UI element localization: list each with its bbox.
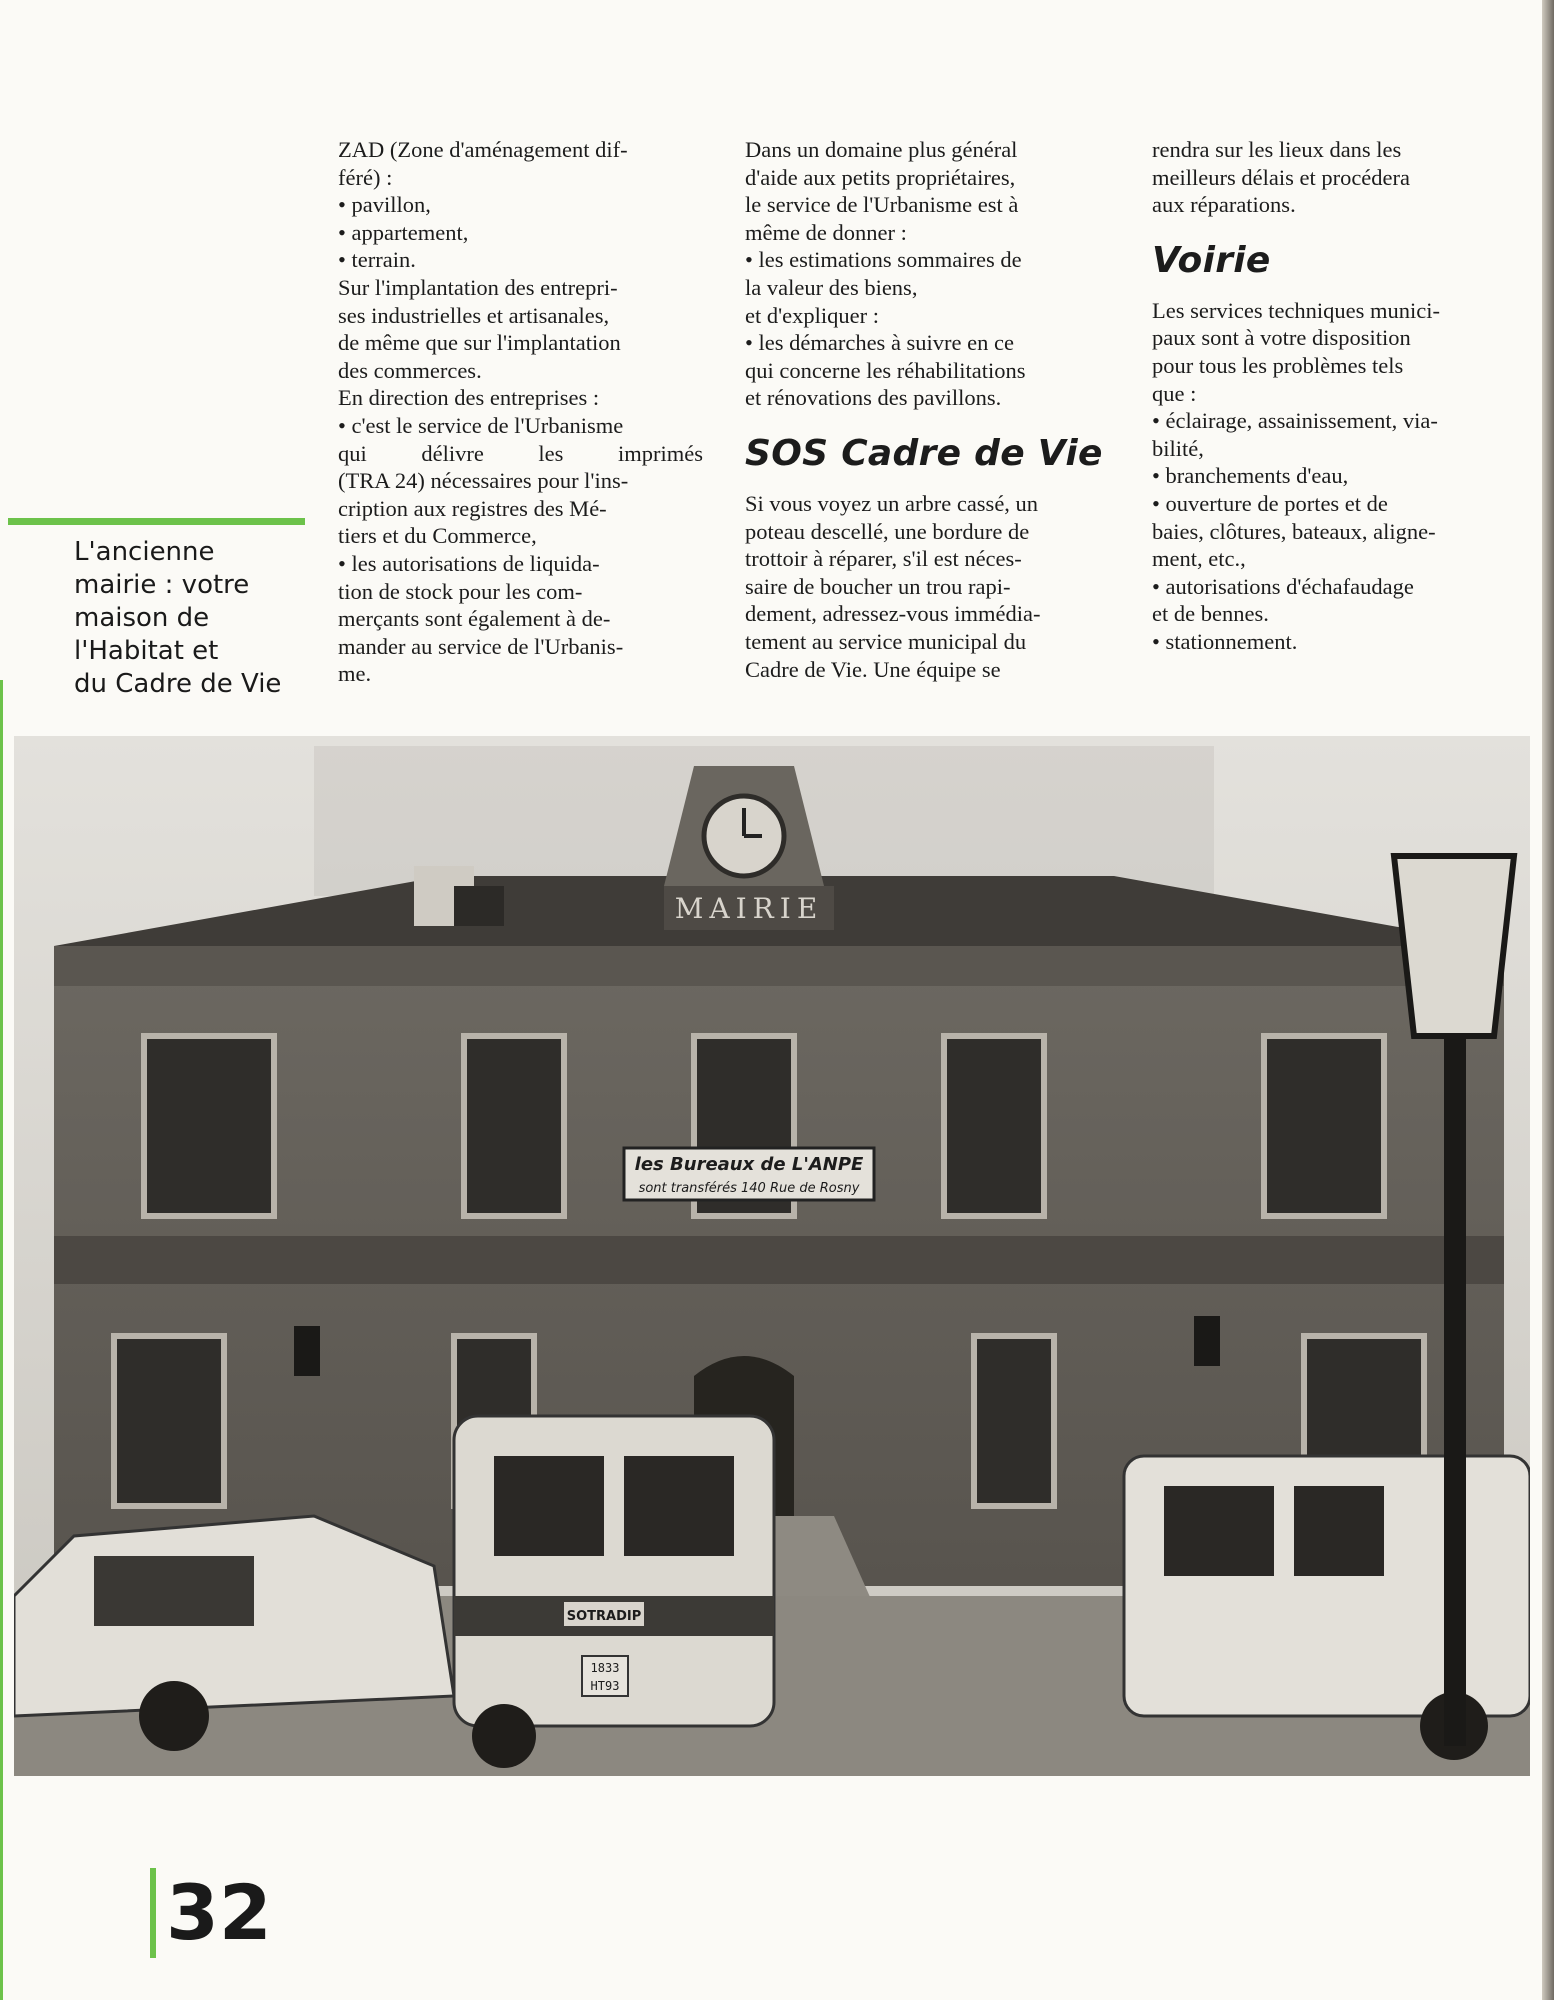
van-center (454, 1416, 774, 1768)
bullet-item: • pavillon, (338, 192, 431, 218)
text-line: baies, clôtures, bateaux, aligne- (1152, 518, 1436, 544)
text-line: trottoir à réparer, s'il est néces- (745, 546, 1022, 572)
banner-line-2: sont transférés 140 Rue de Rosny (638, 1181, 860, 1196)
section-heading-voirie: Voirie (1152, 239, 1271, 281)
text-line: qui délivre les imprimés (338, 440, 703, 466)
plate-line-2: HT93 (590, 1679, 620, 1693)
bullet-item: • les démarches à suivre en ce (745, 330, 1015, 356)
bullet-item: • terrain. (338, 247, 416, 273)
page-number: 32 (150, 1868, 272, 1958)
plate-line-1: 1833 (590, 1661, 620, 1675)
bullet-item: • appartement, (338, 219, 469, 245)
caption-line: mairie : votre (74, 570, 250, 600)
text-line: et de bennes. (1152, 601, 1269, 627)
green-margin-line (0, 680, 3, 2000)
mairie-sign: MAIRIE (674, 892, 824, 925)
text-line: paux sont à votre disposition (1152, 325, 1411, 351)
bullet-item: • ouverture de portes et de (1152, 490, 1388, 516)
text-line: des commerces. (338, 357, 482, 383)
text-line: saire de boucher un trou rapi- (745, 573, 1011, 599)
text-line: rendra sur les lieux dans les (1152, 137, 1402, 162)
text-line: poteau descellé, une bordure de (745, 518, 1030, 544)
text-line: ses industrielles et artisanales, (338, 302, 610, 328)
town-hall-photo (14, 736, 1530, 1776)
text-line: Dans un domaine plus général (745, 137, 1018, 162)
text-line: ZAD (Zone d'aménagement dif- (338, 137, 628, 162)
text-line: me. (338, 661, 372, 687)
text-line: aux réparations. (1152, 192, 1296, 218)
text-line: tion de stock pour les com- (338, 578, 583, 604)
photo-caption (74, 536, 314, 701)
caption-line: l'Habitat et (74, 636, 219, 666)
text-line: et rénovations des pavillons. (745, 385, 1002, 411)
bullet-item: • autorisations d'échafaudage (1152, 573, 1414, 599)
text-line: tement au service municipal du (745, 628, 1027, 654)
page-edge (1542, 0, 1554, 2000)
text-line: pour tous les problèmes tels (1152, 352, 1404, 378)
text-line: que : (1152, 380, 1197, 406)
text-line: féré) : (338, 164, 393, 190)
text-line: et d'expliquer : (745, 302, 880, 328)
bullet-item: • c'est le service de l'Urbanisme (338, 412, 624, 438)
caption-green-rule (8, 518, 305, 525)
text-line: le service de l'Urbanisme est à (745, 192, 1019, 218)
bullet-item: • éclairage, assainissement, via- (1152, 408, 1438, 434)
text-line: cription aux registres des Mé- (338, 495, 607, 521)
banner-line-1: les Bureaux de L'ANPE (634, 1154, 864, 1175)
text-line: En direction des entreprises : (338, 385, 600, 411)
text-line: meilleurs délais et procédera (1152, 164, 1411, 190)
text-line: (TRA 24) nécessaires pour l'ins- (338, 468, 629, 494)
text-line: bilité, (1152, 435, 1204, 461)
section-heading-sos-cadre-de-vie: SOS Cadre de Vie (745, 432, 1103, 474)
text-column-1 (338, 136, 703, 688)
bullet-item: • les estimations sommaires de (745, 247, 1022, 273)
text-line: Les services techniques munici- (1152, 297, 1441, 323)
town-hall-illustration (14, 736, 1530, 1776)
text-line: mander au service de l'Urbanis- (338, 633, 624, 659)
text-line: qui concerne les réhabilitations (745, 357, 1026, 383)
text-line: même de donner : (745, 219, 907, 245)
text-column-3 (1152, 136, 1524, 656)
caption-line: L'ancienne (74, 537, 215, 567)
text-line: d'aide aux petits propriétaires, (745, 164, 1016, 190)
van-right (1124, 1456, 1530, 1760)
text-line: dement, adressez-vous immédia- (745, 601, 1041, 627)
text-column-2 (745, 136, 1110, 683)
text-line: ment, etc., (1152, 546, 1246, 572)
text-line: la valeur des biens, (745, 274, 918, 300)
bullet-item: • branchements d'eau, (1152, 463, 1349, 489)
text-line: Cadre de Vie. Une équipe se (745, 656, 1001, 682)
van-label: SOTRADIP (566, 1609, 642, 1624)
caption-line: du Cadre de Vie (74, 669, 282, 699)
text-line: merçants sont également à de- (338, 606, 611, 632)
caption-line: maison de (74, 603, 210, 633)
text-line: Sur l'implantation des entrepri- (338, 274, 618, 300)
text-line: tiers et du Commerce, (338, 523, 537, 549)
bullet-item: • les autorisations de liquida- (338, 550, 600, 576)
bullet-item: • stationnement. (1152, 628, 1298, 654)
text-line: Si vous voyez un arbre cassé, un (745, 490, 1039, 516)
text-line: de même que sur l'implantation (338, 330, 621, 356)
